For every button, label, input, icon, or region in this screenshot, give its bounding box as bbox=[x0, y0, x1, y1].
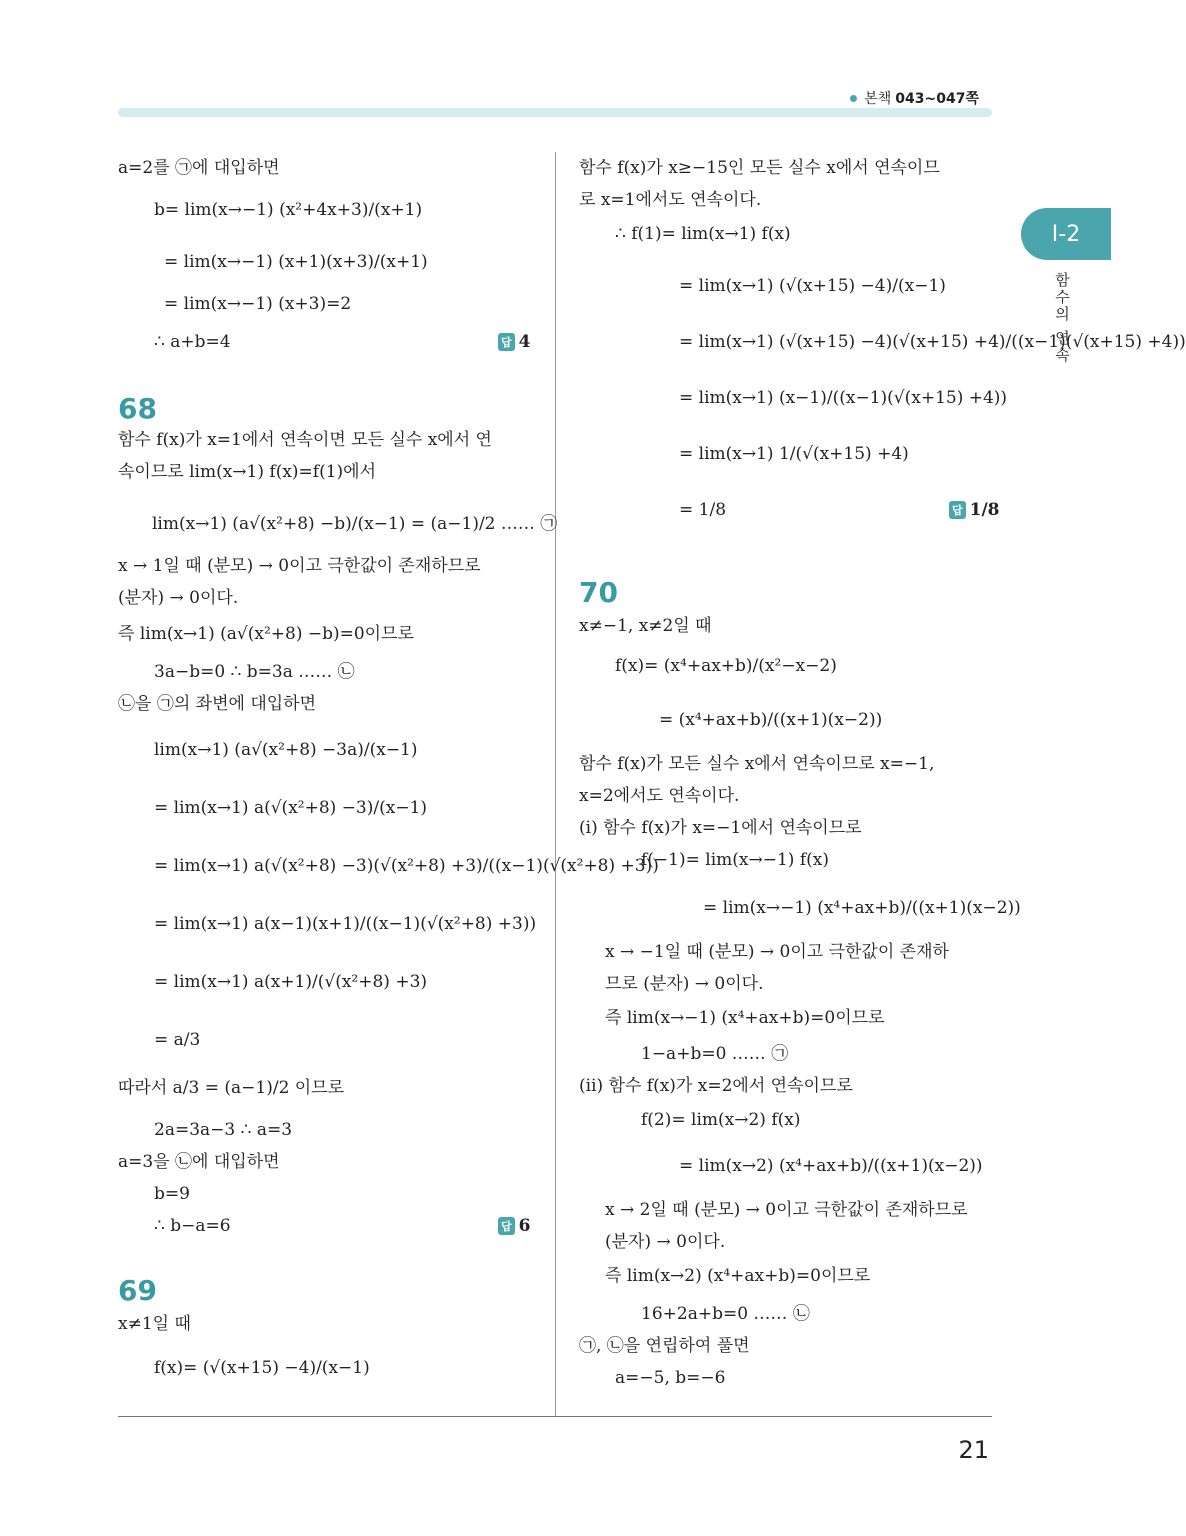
equation-line: 16+2a+b=0 …… ㉡ bbox=[641, 1304, 810, 1324]
equation-line: = lim(x→1) (x−1)/((x−1)(√(x+15) +4)) bbox=[679, 388, 1008, 408]
chapter-tab: Ⅰ-2 bbox=[1021, 208, 1111, 260]
answer-68 bbox=[498, 1216, 530, 1236]
equation-line: 2a=3a−3 ∴ a=3 bbox=[154, 1120, 293, 1140]
equation-line: b= lim(x→−1) (x²+4x+3)/(x+1) bbox=[154, 200, 423, 220]
equation-line: = lim(x→−1) (x⁴+ax+b)/((x+1)(x−2)) bbox=[703, 898, 1021, 918]
text-line: ㉡을 ㉠의 좌변에 대입하면 bbox=[118, 694, 317, 714]
answer-badge: 답 bbox=[498, 333, 515, 351]
equation-line: f(x)= (√(x+15) −4)/(x−1) bbox=[154, 1358, 370, 1378]
equation-line: 3a−b=0 ∴ b=3a …… ㉡ bbox=[154, 662, 355, 682]
text-line: 즉 lim(x→−1) (x⁴+ax+b)=0이므로 bbox=[605, 1008, 885, 1028]
text-line: (ⅰ) 함수 f(x)가 x=−1에서 연속이므로 bbox=[579, 818, 862, 838]
equation-line: = 1/8 bbox=[679, 500, 727, 520]
text-line: 함수 f(x)가 x=1에서 연속이면 모든 실수 x에서 연 bbox=[118, 430, 492, 450]
equation-line: f(x)= (x⁴+ax+b)/(x²−x−2) bbox=[615, 656, 837, 676]
equation-line: ∴ f(1)= lim(x→1) f(x) bbox=[615, 224, 791, 244]
problem-number-70: 70 bbox=[579, 576, 618, 609]
problem-number-69: 69 bbox=[118, 1274, 157, 1307]
equation-line: = lim(x→−1) (x+1)(x+3)/(x+1) bbox=[164, 252, 428, 272]
equation-line: = lim(x→−1) (x+3)=2 bbox=[164, 294, 352, 314]
text-line: x → 1일 때 (분모) → 0이고 극한값이 존재하므로 bbox=[118, 556, 481, 576]
text-line: ㉠, ㉡을 연립하여 풀면 bbox=[579, 1336, 750, 1356]
text-line: (ⅱ) 함수 f(x)가 x=2에서 연속이므로 bbox=[579, 1076, 853, 1096]
page-reference bbox=[850, 88, 979, 108]
answer-value: 6 bbox=[518, 1216, 531, 1236]
equation-line: = a/3 bbox=[154, 1030, 201, 1050]
answer-badge: 답 bbox=[949, 501, 966, 519]
text-line: 함수 f(x)가 모든 실수 x에서 연속이므로 x=−1, bbox=[579, 754, 935, 774]
text-line: x≠−1, x≠2일 때 bbox=[579, 616, 712, 636]
text-line: x → 2일 때 (분모) → 0이고 극한값이 존재하므로 bbox=[605, 1200, 968, 1220]
bullet-dot-icon bbox=[850, 95, 857, 102]
text-line: 로 x=1에서도 연속이다. bbox=[579, 190, 762, 210]
text-line: (분자) → 0이다. bbox=[605, 1232, 726, 1252]
equation-line: a=−5, b=−6 bbox=[615, 1368, 726, 1388]
answer-badge: 답 bbox=[498, 1217, 515, 1235]
column-divider bbox=[555, 152, 556, 1416]
ref-label: 본책 bbox=[864, 91, 892, 107]
equation-line: f(−1)= lim(x→−1) f(x) bbox=[641, 850, 829, 870]
equation-line: = lim(x→1) a(x−1)(x+1)/((x−1)(√(x²+8) +3)) bbox=[154, 914, 537, 934]
equation-line: lim(x→1) (a√(x²+8) −b)/(x−1) = (a−1)/2 …… ㉠ bbox=[152, 514, 558, 534]
text-line: a=3을 ㉡에 대입하면 bbox=[118, 1152, 280, 1172]
footer-rule bbox=[118, 1416, 992, 1417]
text-line: 속이므로 lim(x→1) f(x)=f(1)에서 bbox=[118, 462, 377, 482]
equation-line: = (x⁴+ax+b)/((x+1)(x−2)) bbox=[659, 710, 883, 730]
equation-line: = lim(x→1) a(√(x²+8) −3)/(x−1) bbox=[154, 798, 428, 818]
equation-line: b=9 bbox=[154, 1184, 190, 1204]
text-line: 므로 (분자) → 0이다. bbox=[605, 974, 764, 994]
equation-line: = lim(x→1) a(x+1)/(√(x²+8) +3) bbox=[154, 972, 428, 992]
equation-line: ∴ a+b=4 bbox=[154, 332, 231, 352]
text-line: x → −1일 때 (분모) → 0이고 극한값이 존재하 bbox=[605, 942, 949, 962]
text-line: x≠1일 때 bbox=[118, 1314, 191, 1334]
equation-line: = lim(x→2) (x⁴+ax+b)/((x+1)(x−2)) bbox=[679, 1156, 983, 1176]
answer-value: 1/8 bbox=[969, 500, 1000, 520]
equation-line: lim(x→1) (a√(x²+8) −3a)/(x−1) bbox=[154, 740, 418, 760]
text-line: 즉 lim(x→2) (x⁴+ax+b)=0이므로 bbox=[605, 1266, 871, 1286]
ref-pages: 043~047쪽 bbox=[895, 91, 979, 107]
text-line: (분자) → 0이다. bbox=[118, 588, 239, 608]
problem-number-68: 68 bbox=[118, 392, 157, 425]
equation-line: ∴ b−a=6 bbox=[154, 1216, 231, 1236]
chapter-title: 함수의 연속 bbox=[1053, 272, 1071, 364]
equation-line: = lim(x→1) 1/(√(x+15) +4) bbox=[679, 444, 909, 464]
equation-line: = lim(x→1) (√(x+15) −4)(√(x+15) +4)/((x−1)(√(x+15) +4)) bbox=[679, 332, 1186, 352]
text-line: 함수 f(x)가 x≥−15인 모든 실수 x에서 연속이므 bbox=[579, 158, 940, 178]
answer-value: 4 bbox=[518, 332, 531, 352]
text-line: a=2를 ㉠에 대입하면 bbox=[118, 158, 280, 178]
text-line: 즉 lim(x→1) (a√(x²+8) −b)=0이므로 bbox=[118, 624, 414, 644]
page-number: 21 bbox=[958, 1436, 989, 1464]
equation-line: = lim(x→1) a(√(x²+8) −3)(√(x²+8) +3)/((x−1)(√(x²+8) +3)) bbox=[154, 856, 659, 876]
answer-67 bbox=[498, 332, 530, 352]
text-line: x=2에서도 연속이다. bbox=[579, 786, 740, 806]
header-bar bbox=[118, 108, 992, 117]
equation-line: = lim(x→1) (√(x+15) −4)/(x−1) bbox=[679, 276, 946, 296]
text-line: 따라서 a/3 = (a−1)/2 이므로 bbox=[118, 1078, 345, 1098]
equation-line: f(2)= lim(x→2) f(x) bbox=[641, 1110, 801, 1130]
answer-69 bbox=[949, 500, 1000, 520]
equation-line: 1−a+b=0 …… ㉠ bbox=[641, 1044, 789, 1064]
